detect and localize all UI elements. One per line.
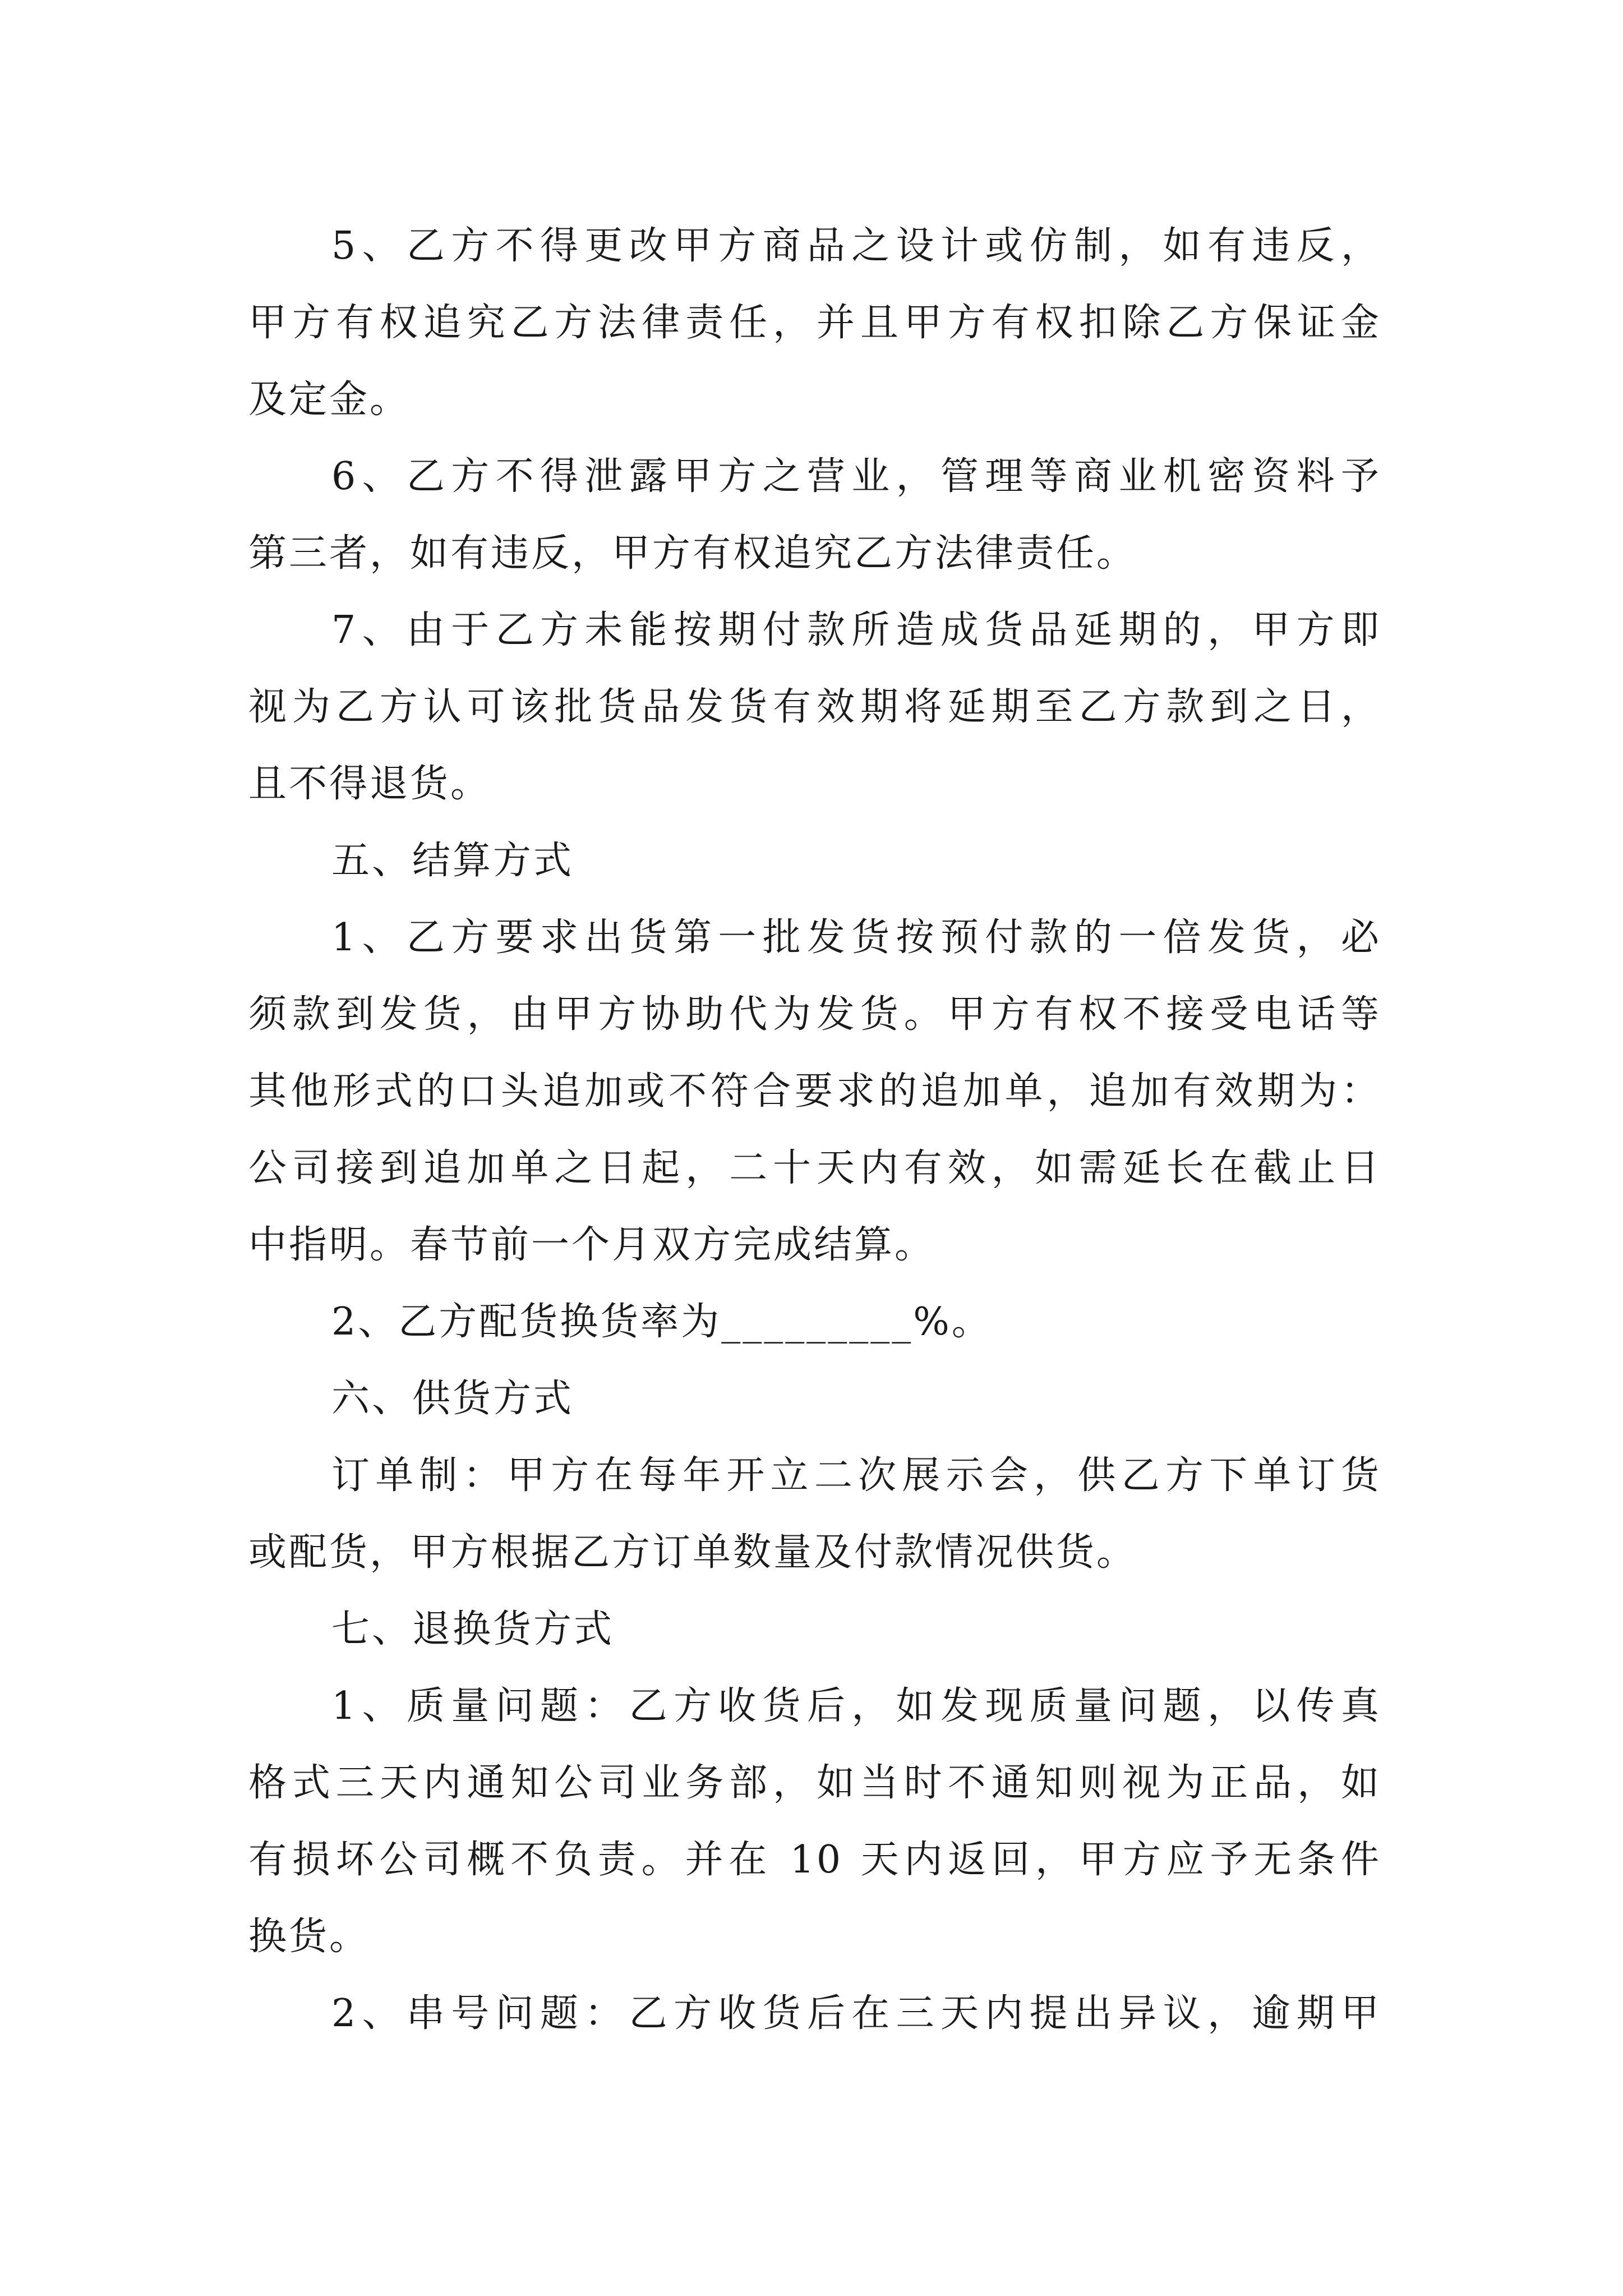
text-line: 5、乙方不得更改甲方商品之设计或仿制，如有违反， <box>331 224 1381 268</box>
text-line: 及定金。 <box>248 378 411 422</box>
text-line: 订单制：甲方在每年开立二次展示会，供乙方下单订货 <box>331 1453 1381 1498</box>
text-line: 或配货，甲方根据乙方订单数量及付款情况供货。 <box>248 1530 1137 1575</box>
text-line: 且不得退货。 <box>248 762 491 806</box>
text-line: 7、由于乙方未能按期付款所造成货品延期的，甲方即 <box>331 608 1381 652</box>
document-body <box>248 208 1381 2052</box>
text-line: 七、退换货方式 <box>331 1607 615 1651</box>
text-line: 2、乙方配货换货率为_________%。 <box>331 1300 992 1344</box>
text-line: 换货。 <box>248 1915 370 1959</box>
text-line: 6、乙方不得泄露甲方之营业，管理等商业机密资料予 <box>331 454 1381 499</box>
text-line: 1、乙方要求出货第一批发货按预付款的一倍发货，必 <box>331 915 1381 960</box>
text-line: 公司接到追加单之日起，二十天内有效，如需延长在截止日 <box>248 1146 1381 1190</box>
text-line: 中指明。春节前一个月双方完成结算。 <box>248 1223 935 1267</box>
text-line: 六、供货方式 <box>331 1377 574 1421</box>
text-line: 视为乙方认可该批货品发货有效期将延期至乙方款到之日， <box>248 685 1381 729</box>
text-line: 须款到发货，由甲方协助代为发货。甲方有权不接受电话等 <box>248 992 1381 1037</box>
text-line: 第三者，如有违反，甲方有权追究乙方法律责任。 <box>248 531 1137 576</box>
text-line: 五、结算方式 <box>331 839 574 883</box>
text-line: 格式三天内通知公司业务部，如当时不通知则视为正品，如 <box>248 1761 1381 1805</box>
text-line: 甲方有权追究乙方法律责任，并且甲方有权扣除乙方保证金 <box>248 301 1381 345</box>
text-line: 有损坏公司概不负责。并在 10 天内返回，甲方应予无条件 <box>248 1838 1381 1882</box>
text-line: 1、质量问题：乙方收货后，如发现质量问题，以传真 <box>331 1684 1381 1728</box>
text-line: 2、串号问题：乙方收货后在三天内提出异议，逾期甲 <box>331 1991 1381 2036</box>
text-line: 其他形式的口头追加或不符合要求的追加单，追加有效期为： <box>248 1069 1381 1114</box>
